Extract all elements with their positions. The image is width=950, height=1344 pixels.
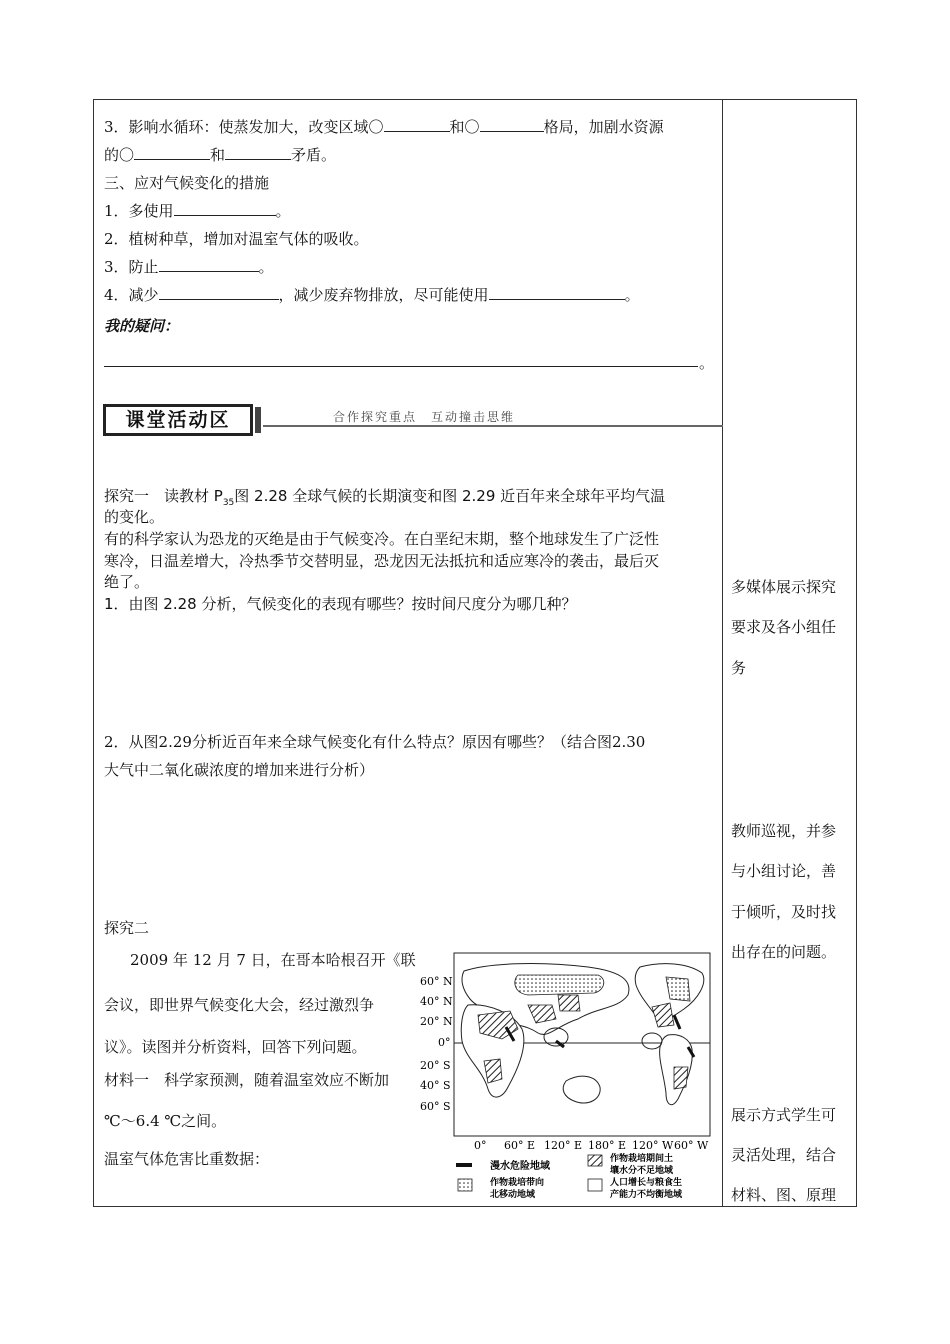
side-note-1-line-2: 要求及各小组任 [731,618,837,636]
explore1-text-3: 绝了。 [104,573,150,591]
lat-60s: 60° S [420,1100,451,1113]
lat-0: 0° [438,1036,451,1049]
measure-3: 3．防止 。 [104,258,274,276]
item3-line1: 3．影响水循环：使蒸发加大，改变区域〇 和〇 格局，加剧水资源 [104,118,664,136]
lon-120e: 120° E [544,1139,583,1152]
legend-pop-label-1: 人口增长与粮食生 [610,1178,683,1188]
lon-0: 0° [474,1139,487,1152]
lon-120w: 120° W [632,1139,674,1152]
explore1-intro: 探究一 读教材 $P_{35}$图 2.28 全球气候的长期演变和图 2.29 近百年来全球年平均气温 [104,487,666,508]
side-note-1-line-1: 多媒体展示探究 [731,578,837,596]
side-note-3-line-3: 材料、图、原理 [731,1186,837,1204]
legend-flood-label: 漫水危险地域 [490,1161,550,1172]
legend-soil-label-1: 作物栽培期间土 [610,1154,674,1164]
measure-2: 2．植树种草，增加对温室气体的吸收。 [104,230,369,248]
world-climate-impact-map [418,949,714,1204]
question-answer-line[interactable] [104,366,698,367]
side-note-1-line-3: 务 [731,659,747,677]
side-note-3-line-2: 灵活处理，结合 [731,1146,837,1164]
explore1-question-2-line1: 2．从图2.29分析近百年来全球气候变化有什么特点？原因有哪些？（结合图2.30 [104,733,646,751]
legend-pop-swatch [588,1179,602,1191]
legend-soil-label-2: 壤水分不足地域 [610,1166,674,1176]
legend-north-label-2: 北移动地域 [490,1190,536,1200]
explore2-line-1: 2009 年 12 月 7 日，在哥本哈根召开《联 [130,951,416,969]
lon-60w: 60° W [674,1139,709,1152]
lat-20n: 20° N [420,1015,453,1028]
lat-40s: 40° S [420,1079,451,1092]
lon-60e: 60° E [504,1139,536,1152]
legend-soil-swatch [588,1155,602,1166]
my-question-label: 我的疑问： [104,317,180,335]
ghg-data-label: 温室气体危害比重数据： [104,1150,270,1168]
banner-title: 课堂活动区 [125,409,231,431]
side-note-2-line-3: 于倾听，及时找 [731,903,837,921]
measure-4: 4．减少 ，减少废弃物排放，尽可能使用 。 [104,286,640,304]
side-note-3-line-1: 展示方式学生可 [731,1106,837,1124]
explore1-question-1: 1．由图 2.28 分析，气候变化的表现有哪些？按时间尺度分为哪几种？ [104,595,577,613]
explore1-question-2-line2: 大气中二氧化碳浓度的增加来进行分析） [104,761,375,779]
legend-north-swatch [458,1179,472,1191]
banner-subtitle: 合作探究重点 互动撞击思维 [333,410,516,424]
item3-line2: 的〇 和 矛盾。 [104,146,337,164]
side-note-2-line-1: 教师巡视，并参 [731,822,837,840]
legend-pop-label-2: 产能力不均衡地域 [610,1190,683,1200]
explore1-text-2: 寒冷，日温差增大，冷热季节交替明显，恐龙因无法抵抗和适应寒冷的袭击，最后灭 [104,552,660,570]
legend-flood-swatch [456,1163,472,1167]
lon-180e: 180° E [588,1139,627,1152]
explore2-title: 探究二 [104,919,150,937]
lat-60n: 60° N [420,975,453,988]
column-divider [722,99,723,1207]
legend-north-label-1: 作物栽培带向 [490,1178,545,1188]
material-one: 材料一 科学家预测，随着温室效应不断加 [104,1071,390,1089]
explore2-line-3: 议》。读图并分析资料，回答下列问题。 [104,1038,367,1056]
classroom-activity-banner [103,404,723,436]
side-note-2-line-4: 出存在的问题。 [731,943,837,961]
question-end-mark: 。 [699,354,715,372]
section-three-title: 三、应对气候变化的措施 [104,174,270,192]
page-subscript: 35 [222,498,235,508]
temperature-range: ℃～6.4 ℃之间。 [104,1112,227,1130]
lat-40n: 40° N [420,995,453,1008]
side-note-2-line-2: 与小组讨论，善 [731,862,837,880]
explore2-line-2: 会议，即世界气候变化大会，经过激烈争 [104,996,375,1014]
measure-1: 1．多使用 。 [104,202,291,220]
explore1-intro-2: 的变化。 [104,508,165,526]
lat-20s: 20° S [420,1059,451,1072]
explore1-text-1: 有的科学家认为恐龙的灭绝是由于气候变冷。在白垩纪末期，整个地球发生了广泛性 [104,530,660,548]
